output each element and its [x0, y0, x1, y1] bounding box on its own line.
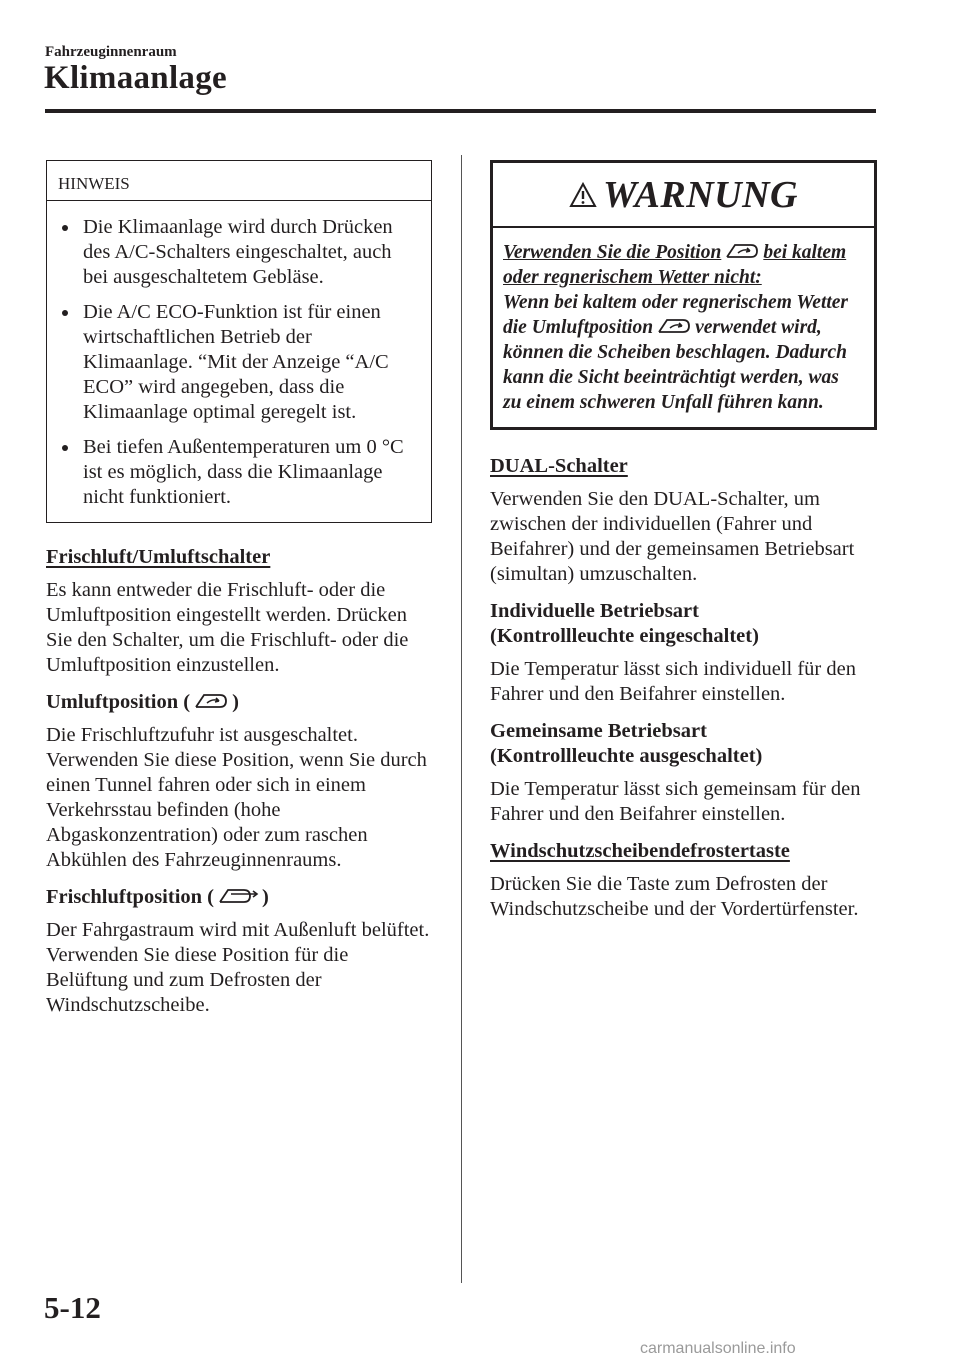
individual-mode-title-line2: (Kontrollleuchte eingeschaltet): [490, 625, 759, 647]
fresh-air-title: [46, 885, 432, 910]
note-item: [61, 300, 421, 425]
individual-mode-title-line1: Individuelle Betriebsart: [490, 600, 699, 622]
warning-box: [490, 160, 877, 430]
note-heading: HINWEIS: [47, 161, 431, 201]
recirculation-icon: [724, 241, 760, 261]
fresh-air-title-prefix: Frischluftposition (: [46, 886, 214, 908]
warning-title: WARNUNG: [603, 173, 798, 216]
warning-header: [493, 163, 874, 228]
warning-lead-suffix: bei kaltem oder regnerischem Wetter nicht:: [503, 242, 847, 288]
note-item: [61, 435, 421, 510]
dual-heading: DUAL-Schalter: [490, 455, 628, 477]
bullet-icon: [62, 225, 68, 231]
individual-mode-title: [490, 599, 877, 649]
recirculation-title-prefix: Umluftposition (: [46, 691, 191, 713]
bullet-icon: [62, 445, 68, 451]
recirculation-text: Die Frischluftzufuhr ist ausgeschaltet. Verwenden Sie diese Position, wenn Sie durch einen Tunnel fahren oder sich in einem Verkehrsstau befinden (hohe Abgaskonzentration) oder zum raschen Abkühlen des Fahrzeuginnenraums.: [46, 724, 427, 871]
page-number: 5-12: [44, 1290, 101, 1325]
note-item-text: Bei tiefen Außentemperaturen um 0 °C ist es möglich, dass die Klimaanlage nicht funktioniert.: [83, 436, 404, 508]
fresh-air-intro: Es kann entweder die Frischluft- oder die Umluftposition eingestellt werden. Drücken Sie den Schalter, um die Frischluft- oder die Umluftposition einzustellen.: [46, 579, 409, 676]
fresh-air-icon: [217, 886, 259, 906]
fresh-air-text: Der Fahrgastraum wird mit Außenluft belüftet. Verwenden Sie diese Position für die Belüftung und zum Defrosten der Windschutzscheibe.: [46, 919, 430, 1016]
common-mode-title-line2: (Kontrollleuchte ausgeschaltet): [490, 745, 763, 767]
recirculation-icon: [656, 316, 692, 336]
common-mode-title-line1: Gemeinsame Betriebsart: [490, 720, 707, 742]
fresh-air-title-suffix: ): [262, 886, 269, 908]
page-title: Klimaanlage: [44, 60, 227, 96]
left-column: [46, 160, 432, 1018]
dual-intro: Verwenden Sie den DUAL-Schalter, um zwischen der individuellen (Fahrer und Beifahrer) und der gemeinsamen Betriebsart (simultan) umzuschalten.: [490, 488, 855, 585]
warning-lead: [503, 240, 860, 290]
warning-lead-prefix: Verwenden Sie die Position: [503, 242, 722, 263]
warning-triangle-icon: [569, 182, 597, 208]
recirculation-title: [46, 690, 432, 715]
watermark: carmanualsonline.info: [640, 1340, 796, 1357]
recirculation-icon: [193, 691, 229, 711]
individual-mode-text: Die Temperatur lässt sich individuell für den Fahrer und den Beifahrer einstellen.: [490, 658, 856, 705]
warning-text-suffix: verwendet wird, können die Scheiben beschlagen. Dadurch kann die Sicht beeinträchtigt werden, was zu einem schweren Unfall führen kann.: [503, 317, 847, 413]
warning-text: [503, 290, 860, 415]
warning-body: [493, 228, 874, 427]
fresh-air-heading: Frischluft/Umluftschalter: [46, 546, 271, 568]
section-label: Fahrzeuginnenraum: [45, 44, 177, 60]
defroster-heading: Windschutzscheibendefrostertaste: [490, 840, 790, 862]
note-item-text: Die Klimaanlage wird durch Drücken des A/C-Schalters eingeschaltet, auch bei ausgeschaltetem Gebläse.: [83, 216, 393, 288]
header-rule: [45, 109, 876, 113]
common-mode-title: [490, 719, 877, 769]
common-mode-text: Die Temperatur lässt sich gemeinsam für den Fahrer und den Beifahrer einstellen.: [490, 778, 861, 825]
bullet-icon: [62, 310, 68, 316]
note-body: [47, 201, 431, 522]
recirculation-title-suffix: ): [232, 691, 239, 713]
right-column: [490, 160, 877, 922]
warning-text-prefix: Wenn bei kaltem oder regnerischem Wetter die Umluftposition: [503, 292, 849, 338]
defroster-text: Drücken Sie die Taste zum Defrosten der Windschutzscheibe und der Vordertürfenster.: [490, 873, 859, 920]
note-item: [61, 215, 421, 290]
note-box: [46, 160, 432, 523]
column-divider: [461, 155, 462, 1283]
note-item-text: Die A/C ECO-Funktion ist für einen wirtschaftlichen Betrieb der Klimaanlage. “Mit der Anzeige “A/C ECO” wird angegeben, dass die Klimaanlage optimal geregelt ist.: [83, 301, 389, 423]
